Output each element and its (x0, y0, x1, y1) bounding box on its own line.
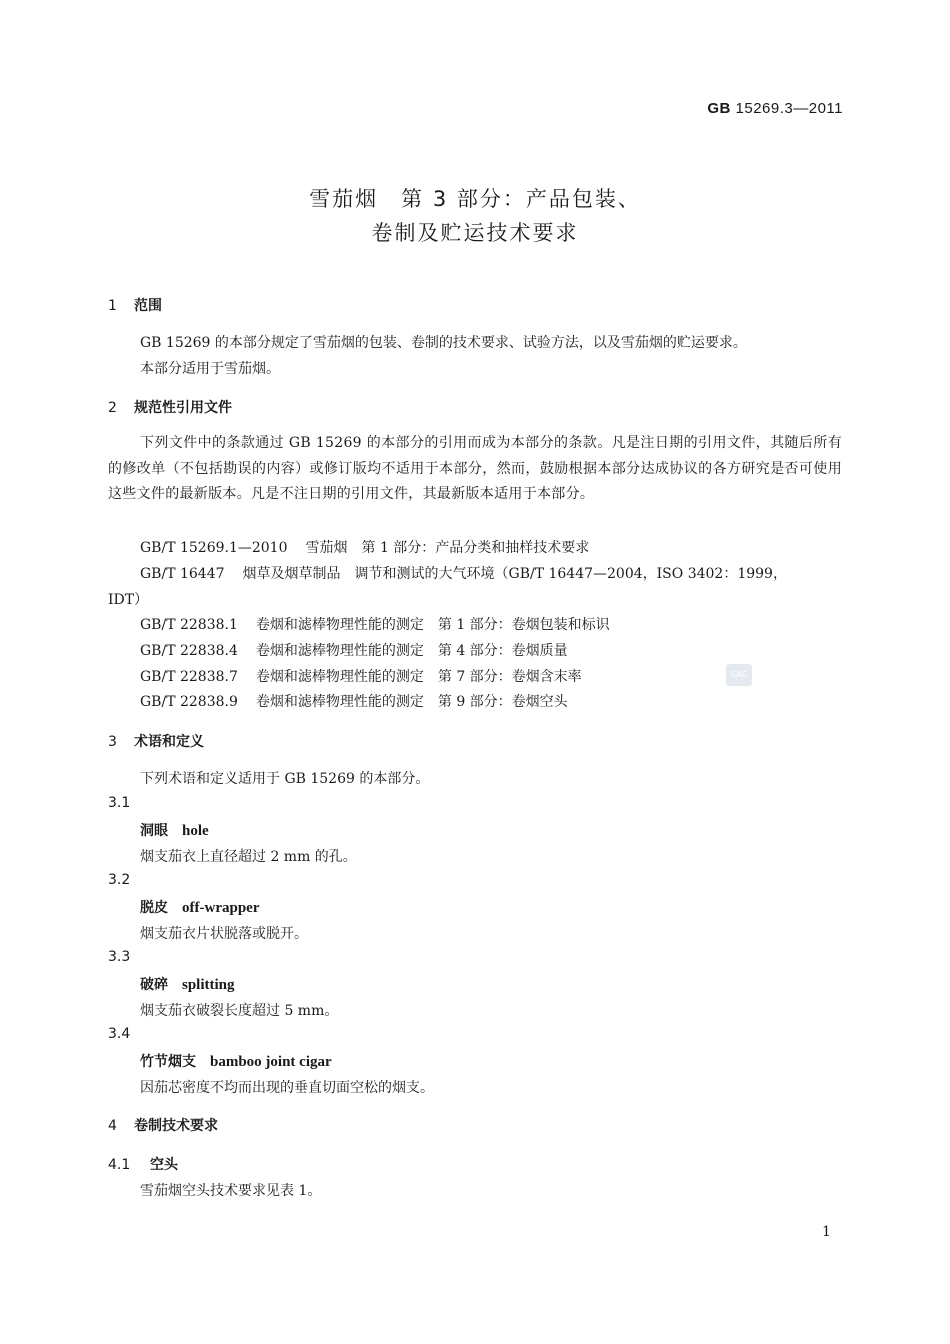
term-chinese: 脱皮 (140, 900, 168, 916)
term-english: hole (182, 823, 209, 839)
reference-item (140, 666, 582, 686)
subsection-number: 4.1 (108, 1157, 131, 1173)
reference-title: 雪茄烟 第 1 部分：产品分类和抽样技术要求 (305, 540, 590, 556)
section-number: 2 (108, 400, 117, 416)
reference-code: GB/T 15269.1—2010 (140, 540, 288, 556)
scope-paragraph-2: 本部分适用于雪茄烟。 (140, 361, 280, 377)
section-title: 卷制技术要求 (134, 1118, 218, 1134)
standard-code: 15269.3—2011 (735, 100, 843, 117)
term-number: 3.3 (108, 949, 131, 965)
references-intro-paragraph: 下列文件中的条款通过 GB 15269 的本部分的引用而成为本部分的条款。凡是注日期的引用文件，其随后所有的修改单（不包括勘误的内容）或修订版均不适用于本部分，然而，鼓励根据本部分达成协议的各方研究是否可使用这些文件的最新版本。凡是不注日期的引用文件，其最新版本适用于本部分。 (108, 435, 842, 502)
term-definition: 烟支茄衣上直径超过 2 mm 的孔。 (140, 849, 357, 865)
document-title-line-2: 卷制及贮运技术要求 (371, 221, 579, 245)
term-number: 3.2 (108, 872, 131, 888)
section-title: 范围 (134, 298, 162, 314)
term-definition: 因茄芯密度不均而出现的垂直切面空松的烟支。 (140, 1080, 434, 1096)
page-number: 1 (822, 1224, 831, 1240)
term-chinese: 破碎 (140, 977, 168, 993)
terms-intro-paragraph: 下列术语和定义适用于 GB 15269 的本部分。 (140, 771, 430, 787)
reference-title: 卷烟和滤棒物理性能的测定 第 7 部分：卷烟含末率 (255, 669, 582, 685)
subsection-title: 空头 (150, 1157, 178, 1173)
reference-code: GB/T 22838.1 (140, 617, 238, 633)
term-heading (140, 974, 235, 994)
term-english: bamboo joint cigar (210, 1054, 332, 1070)
term-number: 3.1 (108, 795, 131, 811)
term-definition: 烟支茄衣破裂长度超过 5 mm。 (140, 1003, 339, 1019)
reference-item (140, 563, 787, 583)
reference-title: 烟草及烟草制品 调节和测试的大气环境（GB/T 16447—2004，ISO 3402：1999， (242, 566, 787, 582)
reference-item (140, 537, 589, 557)
section-heading-normative-references (108, 397, 232, 417)
subsection-heading-empty-end (108, 1154, 178, 1174)
reference-title: 卷烟和滤棒物理性能的测定 第 1 部分：卷烟包装和标识 (255, 617, 610, 633)
section-title: 规范性引用文件 (134, 400, 232, 416)
section-title: 术语和定义 (134, 734, 204, 750)
term-heading (140, 1051, 332, 1071)
reference-item (140, 691, 568, 711)
scope-paragraph-1: GB 15269 的本部分规定了雪茄烟的包装、卷制的技术要求、试验方法，以及雪茄烟的贮运要求。 (140, 335, 747, 351)
term-chinese: 竹节烟支 (140, 1054, 196, 1070)
section-heading-scope (108, 295, 162, 315)
term-definition: 烟支茄衣片状脱落或脱开。 (140, 926, 308, 942)
term-english: splitting (182, 977, 235, 993)
section-heading-terms (108, 731, 204, 751)
section-heading-rolling-requirements (108, 1115, 218, 1135)
reference-code: GB/T 16447 (140, 566, 225, 582)
term-heading (140, 897, 259, 917)
sac-watermark-logo: SAC (726, 664, 752, 686)
reference-code: GB/T 22838.9 (140, 694, 238, 710)
term-heading (140, 820, 209, 840)
term-english: off-wrapper (182, 900, 260, 916)
standard-prefix: GB (707, 100, 731, 117)
reference-title: 卷烟和滤棒物理性能的测定 第 9 部分：卷烟空头 (255, 694, 568, 710)
reference-title-continuation: IDT） (108, 592, 149, 608)
document-title-line-1: 雪茄烟 第 3 部分：产品包装、 (309, 187, 641, 211)
standard-number (707, 100, 843, 117)
term-number: 3.4 (108, 1026, 131, 1042)
term-chinese: 洞眼 (140, 823, 168, 839)
reference-title: 卷烟和滤棒物理性能的测定 第 4 部分：卷烟质量 (255, 643, 568, 659)
section-number: 1 (108, 298, 117, 314)
section-number: 4 (108, 1118, 117, 1134)
reference-code: GB/T 22838.4 (140, 643, 238, 659)
empty-end-paragraph: 雪茄烟空头技术要求见表 1。 (140, 1183, 322, 1199)
reference-item (140, 640, 568, 660)
reference-code: GB/T 22838.7 (140, 669, 238, 685)
section-number: 3 (108, 734, 117, 750)
reference-item (140, 614, 610, 634)
